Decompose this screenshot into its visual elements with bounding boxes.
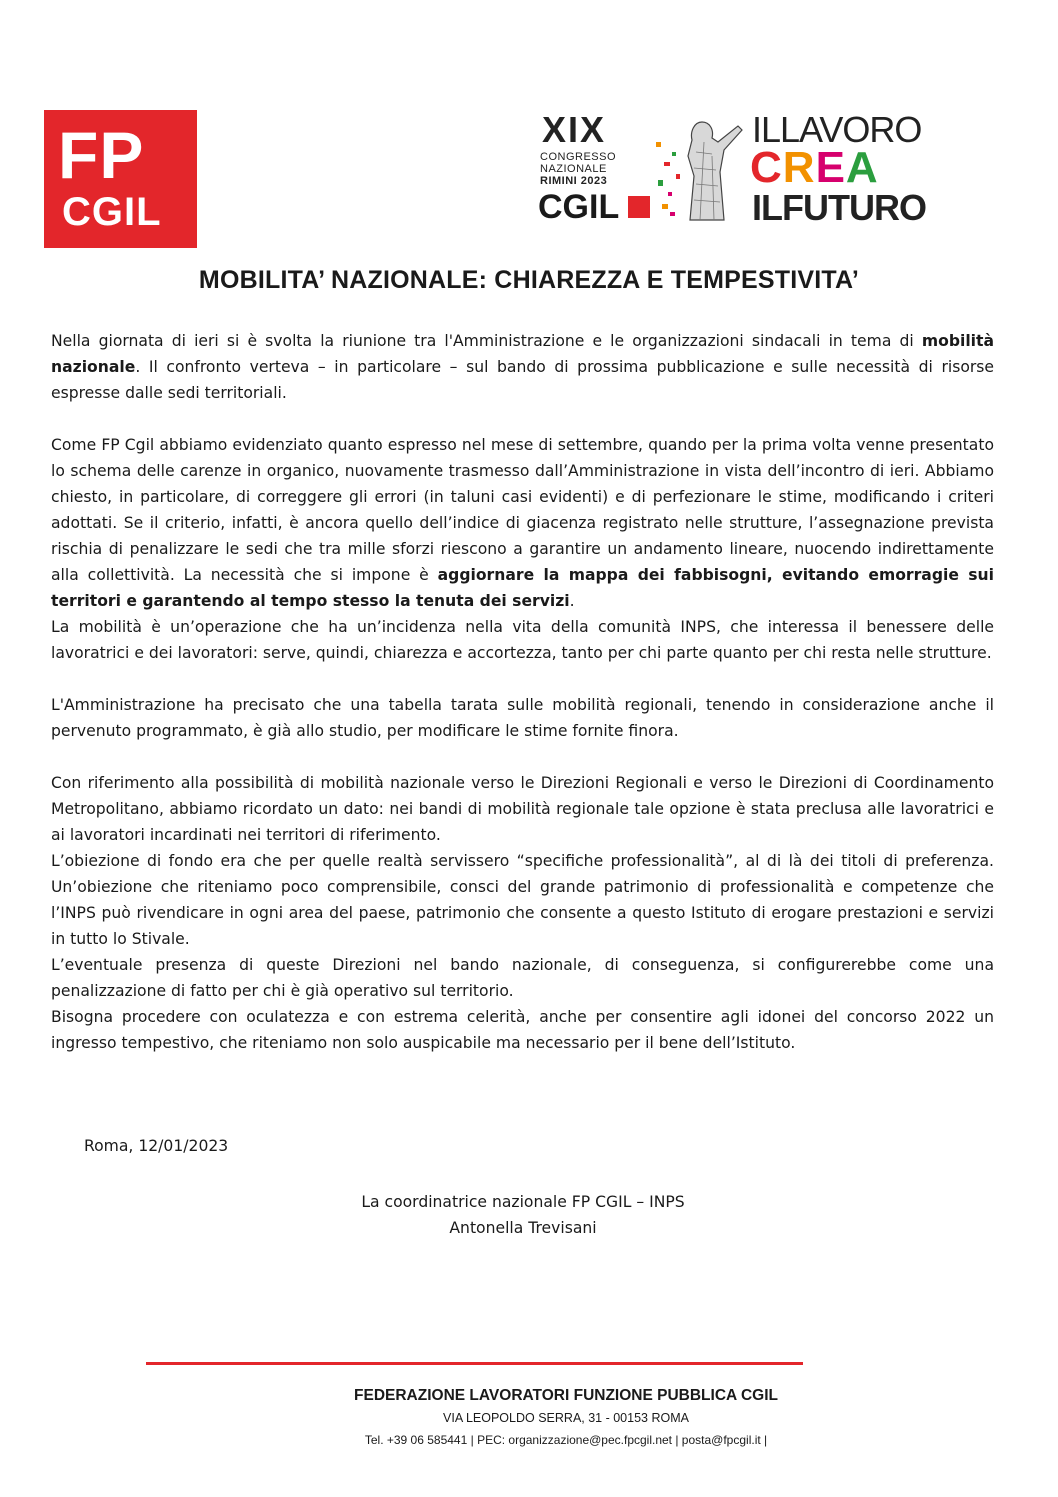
document-body xyxy=(51,328,994,1056)
paragraph-5: Con riferimento alla possibilità di mobilità nazionale verso le Direzioni Regionali e verso le Direzioni di Coordinamento Metropolitano, abbiamo ricordato un dato: nei bandi di mobilità regionale tale opzione è stata preclusa alle lavoratrici e ai lavoratori incardinati nei territori di riferimento. xyxy=(51,774,994,844)
paragraph-3: La mobilità è un’operazione che ha un’incidenza nella vita della comunità INPS, che interessa il benessere delle lavoratrici e dei lavoratori: serve, quindi, chiarezza e accortezza, tanto per chi parte quanto per chi resta nelle strutture. xyxy=(51,618,994,662)
slogan-line-2: CREA xyxy=(750,143,879,192)
paragraph-1 xyxy=(51,328,994,406)
logo-cgil-text: CGIL xyxy=(62,190,162,234)
congress-line-1: CONGRESSO xyxy=(540,151,617,163)
footer-contacts: Tel. +39 06 585441 | PEC: organizzazione@pec.fpcgil.net | posta@fpcgil.it | xyxy=(364,1433,768,1447)
paragraph-8: Bisogna procedere con oculatezza e con estrema celerità, anche per consentire agli idonei del concorso 2022 un ingresso tempestivo, che riteniamo non solo auspicabile ma necessario per il bene dell’Istituto. xyxy=(51,1008,994,1052)
paragraph-6: L’obiezione di fondo era che per quelle realtà servissero “specifiche professionalità”, al di là dei titoli di preferenza. Un’obiezione che riteniamo poco comprensibile, consci del grande patrimonio di professionalità e competenze che l’INPS può rivendicare in ogni area del paese, patrimonio che consente a questo Istituto di erogare prestazioni e servizi in tutto lo Stivale. xyxy=(51,852,994,948)
congress-line-3: RIMINI 2023 xyxy=(540,175,608,187)
statue-figure-icon xyxy=(654,112,750,224)
congress-logo xyxy=(536,108,936,228)
footer xyxy=(0,1385,1046,1451)
signature-role: La coordinatrice nazionale FP CGIL – INPS xyxy=(361,1193,685,1211)
paragraph-2 xyxy=(51,432,994,614)
paragraph-7: L’eventuale presenza di queste Direzioni nel bando nazionale, di conseguenza, si configurerebbe come una penalizzazione di fatto per chi è già operativo sul territorio. xyxy=(51,956,994,1000)
footer-org: FEDERAZIONE LAVORATORI FUNZIONE PUBBLICA CGIL xyxy=(354,1387,778,1404)
congress-line-2: NAZIONALE xyxy=(540,163,607,175)
signature-name: Antonella Trevisani xyxy=(449,1219,597,1237)
fp-cgil-logo xyxy=(44,110,197,248)
document-title: MOBILITA’ NAZIONALE: CHIAREZZA E TEMPESTIVITA’ xyxy=(198,266,860,294)
paragraph-2-bold: aggiornare la mappa dei fabbisogni, evitando emorragie sui territori e garantendo al tempo stesso la tenuta dei servizi xyxy=(51,566,995,610)
slogan-line-1: ILLAVORO xyxy=(752,109,922,150)
paragraph-1-text-a: Nella giornata di ieri si è svolta la riunione tra l'Amministrazione e le organizzazioni sindacali in tema di xyxy=(51,332,922,350)
footer-address: VIA LEOPOLDO SERRA, 31 - 00153 ROMA xyxy=(443,1411,689,1425)
paragraph-1-text-c: . Il confronto verteva – in particolare – sul bando di prossima pubblicazione e sulle necessità di risorse espresse dalle sedi territoriali. xyxy=(51,358,994,402)
logo-fp-text: FP xyxy=(58,118,145,192)
congress-roman-numeral: XIX xyxy=(542,109,607,150)
paragraph-2-text-a: Come FP Cgil abbiamo evidenziato quanto espresso nel mese di settembre, quando per la prima volta venne presentato lo schema delle carenze in organico, nuovamente trasmesso dall’Amministrazione in vista dell’incontro di ieri. Abbiamo chiesto, in particolare, di correggere gli errori (in taluni casi evidenti) e di perfezionare le stime, modificando i criteri adottati. Se il criterio, infatti, è ancora quello dell’indice di giacenza registrato nelle strutture, l’assegnazione prevista rischia di penalizzare le sedi che tra mille sforzi riescono a garantire un andamento lineare, nuocendo indirettamente alla collettività. La necessità che si impone è xyxy=(51,436,994,584)
place-date: Roma, 12/01/2023 xyxy=(84,1137,229,1155)
paragraph-1-bold: mobilità nazionale xyxy=(51,332,994,376)
congress-cgil: CGIL xyxy=(538,188,620,226)
slogan-line-3: ILFUTURO xyxy=(752,187,926,228)
signature-block xyxy=(0,1189,1046,1241)
congress-red-square xyxy=(628,196,650,218)
footer-divider xyxy=(146,1362,803,1365)
paragraph-4: L'Amministrazione ha precisato che una tabella tarata sulle mobilità regionali, tenendo in considerazione anche il pervenuto programmato, è già allo studio, per modificare le stime fornite finora. xyxy=(51,696,994,740)
paragraph-2-text-c: . xyxy=(569,592,575,610)
